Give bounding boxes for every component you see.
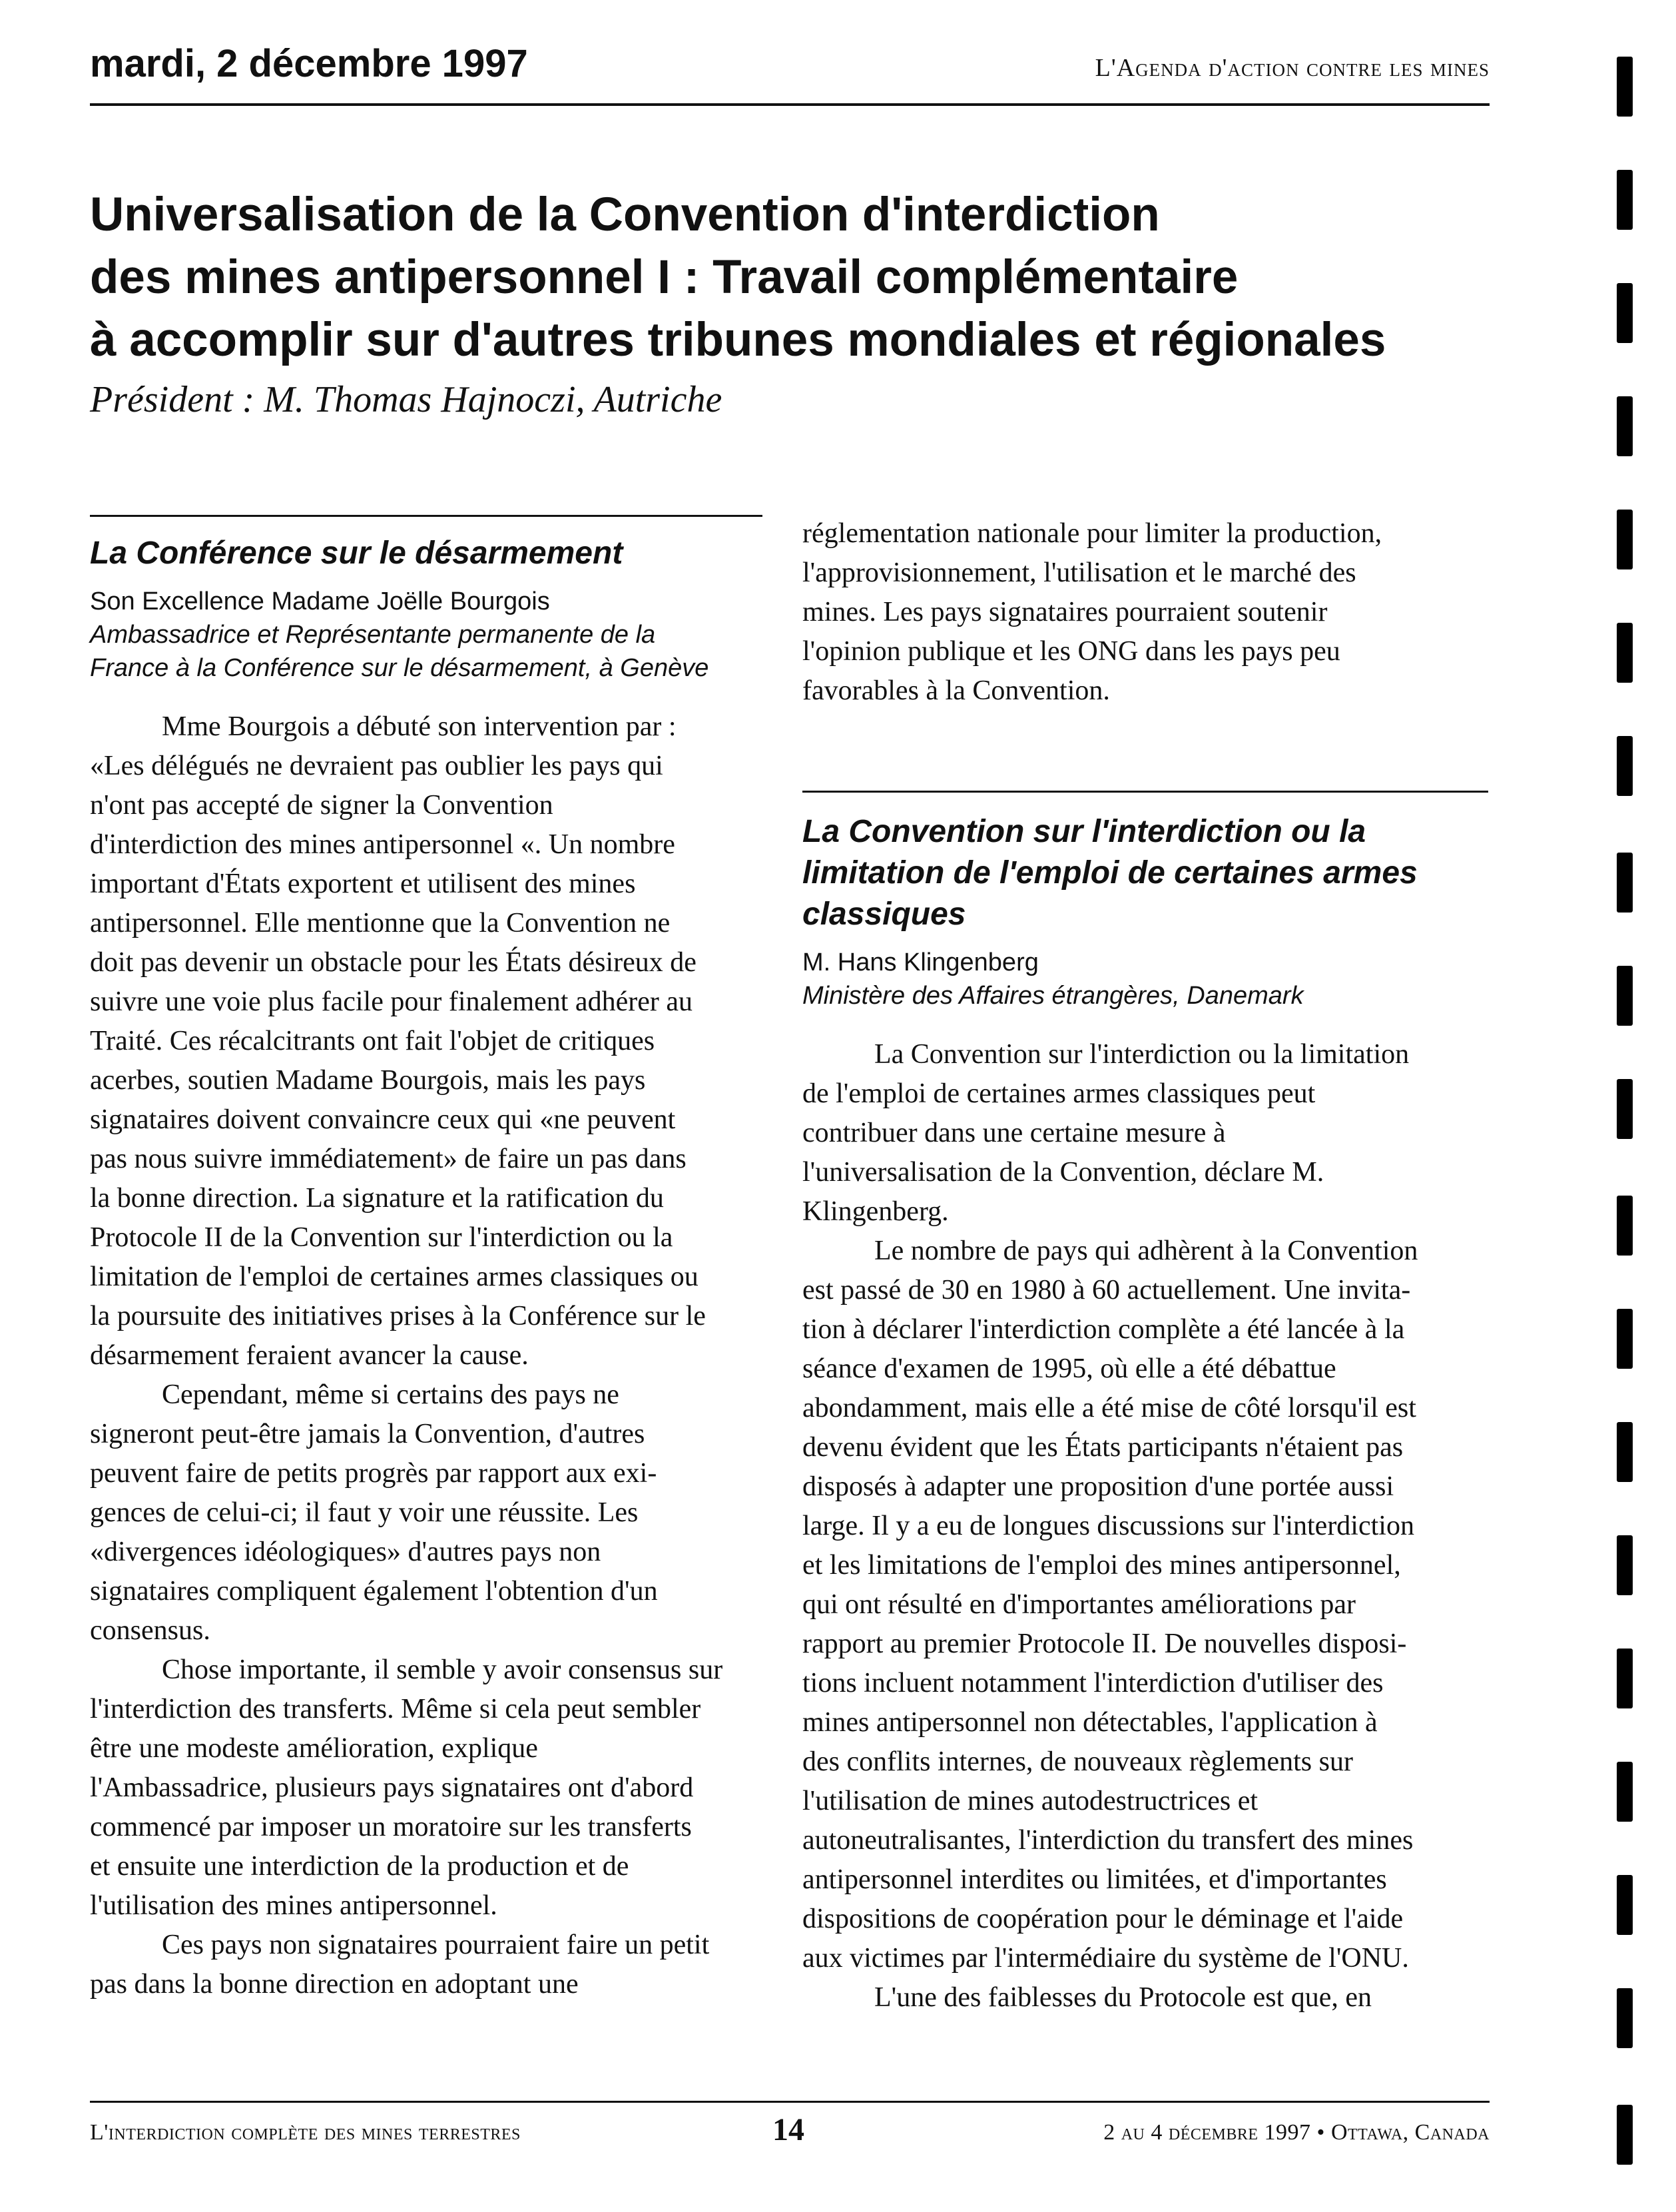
session-president: Président : M. Thomas Hajnoczi, Autriche xyxy=(90,379,722,420)
speaker-name: M. Hans Klingenberg xyxy=(802,948,1039,976)
scan-edge-mark xyxy=(1617,1535,1633,1595)
text-line: signeront peut-être jamais la Convention, d'autres xyxy=(90,1419,645,1449)
text-line: séance d'examen de 1995, où elle a été débattue xyxy=(802,1353,1336,1384)
text-line: commencé par imposer un moratoire sur les transferts xyxy=(90,1812,692,1842)
text-line: l'interdiction des transferts. Même si cela peut sembler xyxy=(90,1694,701,1724)
column-rule-right xyxy=(802,791,1488,793)
scan-edge-mark xyxy=(1617,57,1633,117)
text-line: tion à déclarer l'interdiction complète a été lancée à la xyxy=(802,1314,1405,1345)
paragraph xyxy=(90,1375,769,1651)
scan-edge-mark xyxy=(1617,736,1633,796)
scan-edge-mark xyxy=(1617,510,1633,569)
paragraph xyxy=(802,1978,1495,2018)
paragraph xyxy=(90,1651,769,1926)
speaker-role-line: Ambassadrice et Représentante permanente de la xyxy=(90,621,656,649)
text-line: l'Ambassadrice, plusieurs pays signataires ont d'abord xyxy=(90,1772,694,1803)
text-line: dispositions de coopération pour le déminage et l'aide xyxy=(802,1904,1404,1934)
text-line: pas nous suivre immédiatement» de faire un pas dans xyxy=(90,1144,687,1174)
text-line: l'opinion publique et les ONG dans les pays peu xyxy=(802,636,1340,667)
text-line: doit pas devenir un obstacle pour les États désireux de xyxy=(90,947,697,978)
speaker-name: Son Excellence Madame Joëlle Bourgois xyxy=(90,587,550,615)
scan-edge-mark xyxy=(1617,1309,1633,1369)
scan-edge-mark xyxy=(1617,1988,1633,2048)
right-column xyxy=(802,514,1495,711)
text-line: des conflits internes, de nouveaux règlements sur xyxy=(802,1746,1353,1777)
text-line: signataires doivent convaincre ceux qui «ne peuvent xyxy=(90,1104,676,1135)
text-line: peuvent faire de petits progrès par rapport aux exi- xyxy=(90,1458,657,1489)
text-line: être une modeste amélioration, explique xyxy=(90,1733,538,1764)
text-line: rapport au premier Protocole II. De nouvelles disposi- xyxy=(802,1629,1407,1659)
column-rule-left xyxy=(90,515,762,517)
header-rule xyxy=(90,103,1490,106)
text-line: Protocole II de la Convention sur l'interdiction ou la xyxy=(90,1222,673,1253)
text-line: antipersonnel. Elle mentionne que la Convention ne xyxy=(90,908,671,938)
text-line: pas dans la bonne direction en adoptant une xyxy=(90,1969,579,2000)
section-heading xyxy=(802,811,1495,935)
text-line: Chose importante, il semble y avoir consensus sur xyxy=(162,1655,723,1685)
text-line: gences de celui-ci; il faut y voir une réussite. Les xyxy=(90,1497,639,1528)
text-line: devenu évident que les États participants n'étaient pas xyxy=(802,1432,1404,1463)
left-column xyxy=(90,533,769,2004)
text-line: suivre une voie plus facile pour finalement adhérer au xyxy=(90,986,693,1017)
scan-edge-mark xyxy=(1617,396,1633,456)
speaker-role xyxy=(90,618,769,685)
scan-edge-mark xyxy=(1617,1079,1633,1139)
text-line: l'utilisation des mines antipersonnel. xyxy=(90,1890,497,1921)
text-line: autoneutralisantes, l'interdiction du transfert des mines xyxy=(802,1825,1414,1856)
text-line: désarmement feraient avancer la cause. xyxy=(90,1340,529,1371)
footer-rule xyxy=(90,2101,1490,2103)
text-line: «Les délégués ne devraient pas oublier les pays qui xyxy=(90,751,663,781)
paragraph xyxy=(90,707,769,1375)
text-line: tions incluent notamment l'interdiction d'utiliser des xyxy=(802,1668,1384,1698)
text-line: d'interdiction des mines antipersonnel «. Un nombre xyxy=(90,829,675,860)
scan-edge-mark xyxy=(1617,1422,1633,1482)
text-line: mines. Les pays signataires pourraient soutenir xyxy=(802,597,1328,627)
scan-edge-mark xyxy=(1617,1649,1633,1708)
header-publication-title: L'Agenda d'action contre les mines xyxy=(1095,54,1490,82)
scan-edge-mark xyxy=(1617,2105,1633,2165)
text-line: Klingenberg. xyxy=(802,1196,949,1227)
header-date: mardi, 2 décembre 1997 xyxy=(90,42,528,85)
paragraph-continuation xyxy=(802,514,1495,711)
text-line: la bonne direction. La signature et la ratification du xyxy=(90,1183,664,1214)
speaker-role: Ministère des Affaires étrangères, Danemark xyxy=(802,982,1304,1010)
title-line: Universalisation de la Convention d'interdiction xyxy=(90,188,1160,241)
text-line: limitation de l'emploi de certaines armes classiques ou xyxy=(90,1262,698,1292)
text-line: signataires compliquent également l'obtention d'un xyxy=(90,1576,658,1607)
footer-event: 2 au 4 décembre 1997 • Ottawa, Canada xyxy=(1103,2120,1490,2145)
text-line: l'approvisionnement, l'utilisation et le marché des xyxy=(802,557,1356,588)
text-line: aux victimes par l'intermédiaire du système de l'ONU. xyxy=(802,1943,1409,1974)
scan-edge-mark xyxy=(1617,283,1633,343)
scan-edge-mark xyxy=(1617,1762,1633,1822)
text-line: n'ont pas accepté de signer la Convention xyxy=(90,790,553,821)
scan-edge-mark xyxy=(1617,1196,1633,1256)
text-line: acerbes, soutien Madame Bourgois, mais les pays xyxy=(90,1065,646,1096)
scan-edge-mark xyxy=(1617,170,1633,230)
speaker-role-line: France à la Conférence sur le désarmement, à Genève xyxy=(90,654,709,682)
text-line: important d'États exportent et utilisent des mines xyxy=(90,869,636,899)
text-line: La Convention sur l'interdiction ou la limitation xyxy=(874,1039,1410,1070)
text-line: L'une des faiblesses du Protocole est que, en xyxy=(874,1982,1372,2013)
paragraph xyxy=(802,1035,1495,1232)
text-line: large. Il y a eu de longues discussions sur l'interdiction xyxy=(802,1511,1414,1541)
section-heading: La Conférence sur le désarmement xyxy=(90,536,623,571)
scan-edge-mark xyxy=(1617,966,1633,1026)
text-line: «divergences idéologiques» d'autres pays non xyxy=(90,1537,601,1567)
section-heading-line: limitation de l'emploi de certaines armes xyxy=(802,855,1418,891)
text-line: favorables à la Convention. xyxy=(802,675,1110,706)
section-heading-line: classiques xyxy=(802,897,966,932)
text-line: de l'emploi de certaines armes classiques peut xyxy=(802,1078,1316,1109)
text-line: Cependant, même si certains des pays ne xyxy=(162,1379,619,1410)
text-line: réglementation nationale pour limiter la production, xyxy=(802,518,1382,549)
text-line: mines antipersonnel non détectables, l'application à xyxy=(802,1707,1378,1738)
title-line: des mines antipersonnel I : Travail complémentaire xyxy=(90,251,1239,304)
title-line: à accomplir sur d'autres tribunes mondiales et régionales xyxy=(90,314,1386,366)
text-line: Mme Bourgois a débuté son intervention par : xyxy=(162,711,677,742)
text-line: contribuer dans une certaine mesure à xyxy=(802,1118,1226,1148)
text-line: l'utilisation de mines autodestructrices et xyxy=(802,1786,1258,1816)
section-heading-line: La Convention sur l'interdiction ou la xyxy=(802,814,1366,849)
right-column-section xyxy=(802,811,1495,2018)
text-line: l'universalisation de la Convention, déclare M. xyxy=(802,1157,1324,1188)
text-line: abondamment, mais elle a été mise de côté lorsqu'il est xyxy=(802,1393,1416,1423)
text-line: disposés à adapter une proposition d'une portée aussi xyxy=(802,1471,1394,1502)
page-title xyxy=(90,184,1422,372)
text-line: qui ont résulté en d'importantes améliorations par xyxy=(802,1589,1356,1620)
scan-edge-mark xyxy=(1617,623,1633,683)
footer-publication: L'interdiction complète des mines terrestres xyxy=(90,2120,521,2145)
text-line: Traité. Ces récalcitrants ont fait l'objet de critiques xyxy=(90,1026,655,1056)
text-line: la poursuite des initiatives prises à la Conférence sur le xyxy=(90,1301,706,1331)
scan-edge-mark xyxy=(1617,853,1633,913)
text-line: consensus. xyxy=(90,1615,210,1646)
text-line: antipersonnel interdites ou limitées, et d'importantes xyxy=(802,1864,1387,1895)
text-line: et ensuite une interdiction de la production et de xyxy=(90,1851,629,1882)
text-line: est passé de 30 en 1980 à 60 actuellement. Une invita- xyxy=(802,1275,1411,1305)
text-line: Ces pays non signataires pourraient faire un petit xyxy=(162,1930,710,1960)
paragraph xyxy=(90,1926,769,2004)
text-line: et les limitations de l'emploi des mines antipersonnel, xyxy=(802,1550,1401,1581)
paragraph xyxy=(802,1232,1495,1978)
scan-edge-mark xyxy=(1617,1875,1633,1935)
text-line: Le nombre de pays qui adhèrent à la Convention xyxy=(874,1236,1418,1266)
page-number: 14 xyxy=(772,2112,804,2147)
